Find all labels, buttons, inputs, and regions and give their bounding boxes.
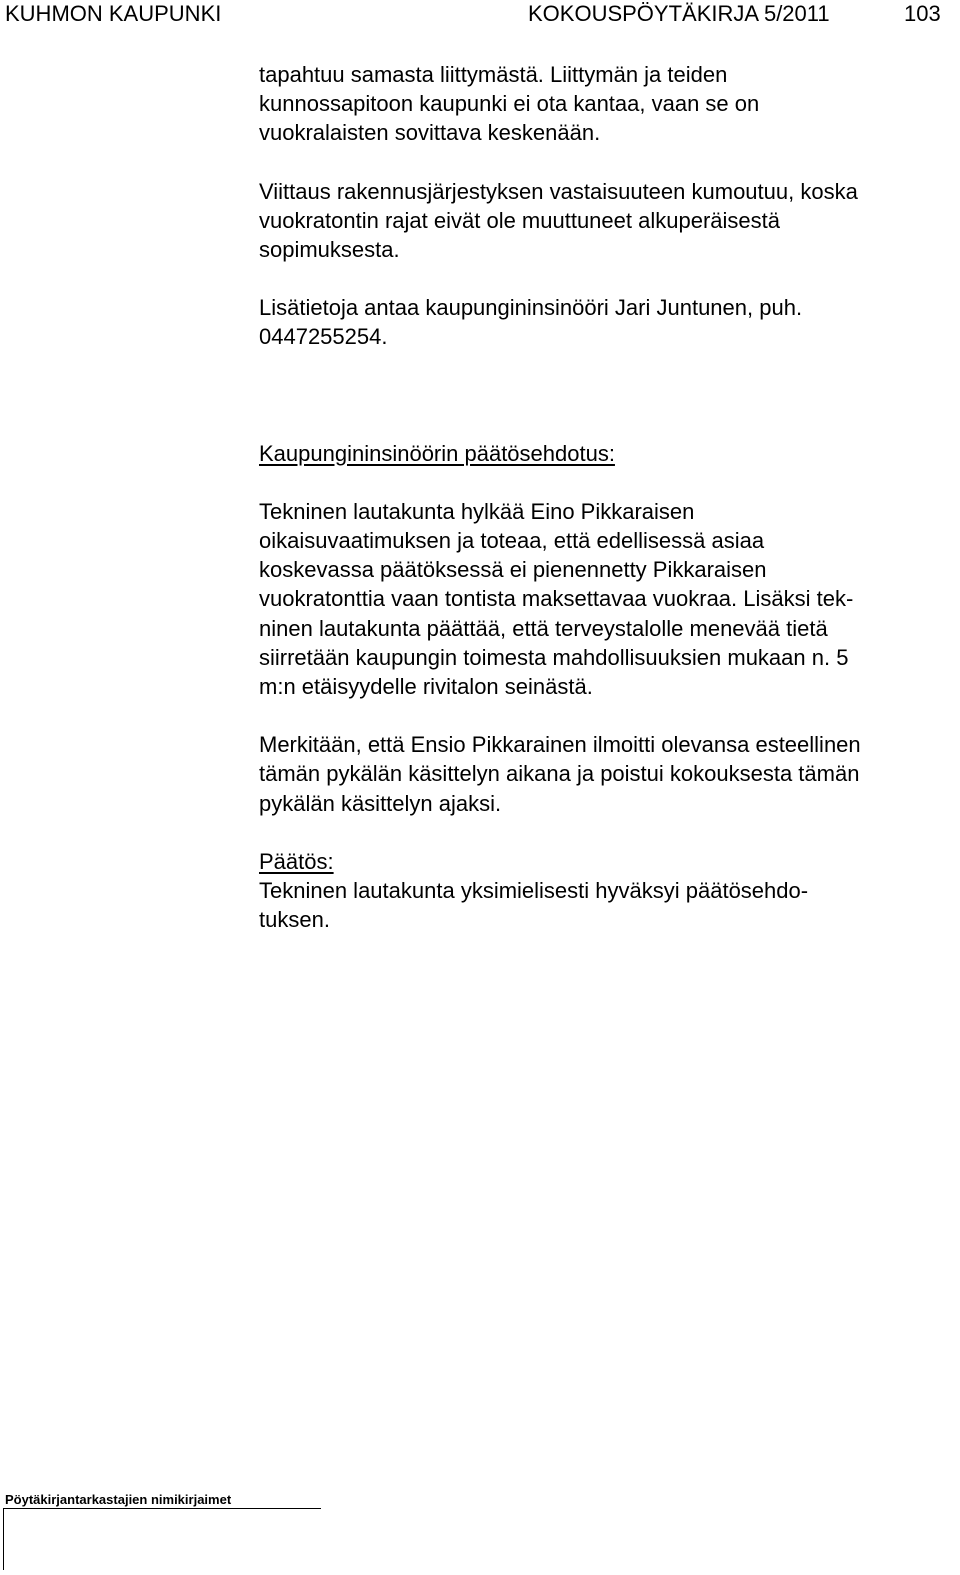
text-line: Viittaus rakennusjärjestyksen vastaisuuteen kumoutuu, koska <box>259 178 858 204</box>
text-line: pykälän käsittelyn ajaksi. <box>259 790 502 816</box>
document-body <box>259 60 959 934</box>
text-line: Lisätietoja antaa kaupungininsinööri Jari Juntunen, puh. <box>259 295 803 321</box>
text-line: kunnossapitoon kaupunki ei ota kantaa, vaan se on <box>259 91 760 117</box>
text-line: tämän pykälän käsittelyn aikana ja poistui kokouksesta tämän <box>259 761 860 787</box>
text-line: m:n etäisyydelle rivitalon seinästä. <box>259 674 593 700</box>
text-line: sopimuksesta. <box>259 237 400 263</box>
text-line: Tekninen lautakunta hylkää Eino Pikkaraisen <box>259 498 695 524</box>
organization-name: KUHMON KAUPUNKI <box>5 1 222 26</box>
paragraph-contact-info <box>259 293 959 351</box>
signature-divider <box>3 1508 321 1509</box>
text-line: vuokratontin rajat eivät ole muuttuneet alkuperäisestä <box>259 207 780 233</box>
document-title: KOKOUSPÖYTÄKIRJA 5/2011 <box>528 1 830 26</box>
text-line: ninen lautakunta päättää, että terveystalolle menevää tietä <box>259 615 828 641</box>
text-line: Merkitään, että Ensio Pikkarainen ilmoitti olevansa esteellinen <box>259 732 861 758</box>
text-line: koskevassa päätöksessä ei pienennetty Pikkaraisen <box>259 557 767 583</box>
text-line: 0447255254. <box>259 324 388 350</box>
paragraph-decision <box>259 876 959 934</box>
text-line: tuksen. <box>259 907 330 933</box>
proposal-heading: Kaupungininsinöörin päätösehdotus: <box>259 440 615 466</box>
page-number: 103 <box>904 1 941 26</box>
text-line: vuokratonttia vaan tontista maksettavaa vuokraa. Lisäksi tek- <box>259 586 854 612</box>
text-line: oikaisuvaatimuksen ja toteaa, että edellisessä asiaa <box>259 528 765 554</box>
text-line: vuokralaisten sovittava keskenään. <box>259 120 601 146</box>
paragraph-disqualification-note <box>259 730 959 818</box>
paragraph-proposal <box>259 497 959 701</box>
text-line: tapahtuu samasta liittymästä. Liittymän ja teiden <box>259 62 728 87</box>
text-line: siirretään kaupungin toimesta mahdollisuuksien mukaan n. 5 <box>259 644 849 670</box>
signature-box-edge <box>3 1508 4 1570</box>
decision-heading: Päätös: <box>259 848 334 874</box>
paragraph-access-road <box>259 60 959 148</box>
text-line: Tekninen lautakunta yksimielisesti hyväksyi päätösehdo- <box>259 878 809 904</box>
paragraph-building-regulations <box>259 177 959 265</box>
signature-label: Pöytäkirjantarkastajien nimikirjaimet <box>5 1492 232 1507</box>
